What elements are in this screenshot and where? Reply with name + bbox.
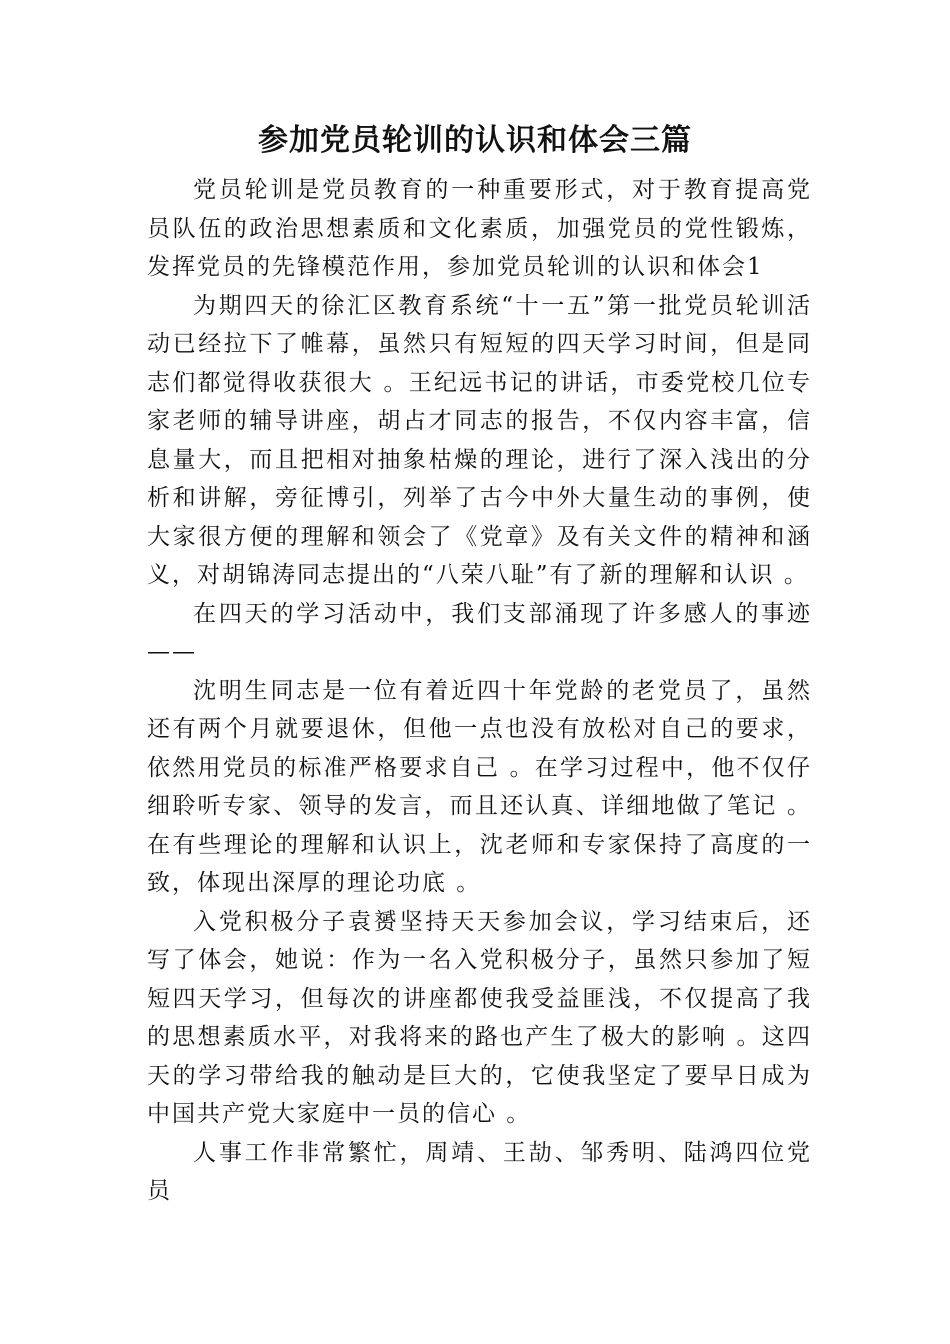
document-body	[147, 171, 812, 1211]
paragraph-shen-mingsheng: 沈明生同志是一位有着近四十年党龄的老党员了，虽然还有两个月就要退休，但他一点也没有放松对自己的要求，依然用党员的标准严格要求自己 。在学习过程中，他不仅仔细聆听专家、领导的发言，而且还认真、详细地做了笔记 。在有些理论的理解和认识上，沈老师和专家保持了高度的一致，体现出深厚的理论功底 。	[147, 677, 812, 896]
paragraph-yuan-yun: 入党积极分子袁赟坚持天天参加会议，学习结束后，还写了体会，她说：作为一名入党积极分子，虽然只参加了短短四天学习，但每次的讲座都使我受益匪浅，不仅提高了我的思想素质水平，对我将来的路也产生了极大的影响 。这四天的学习带给我的触动是巨大的，它使我坚定了要早日成为中国共产党大家庭中一员的信心 。	[147, 908, 812, 1127]
paragraph-intro: 党员轮训是党员教育的一种重要形式，对于教育提高党员队伍的政治思想素质和文化素质，加强党员的党性锻炼，发挥党员的先锋模范作用，参加党员轮训的认识和体会1	[147, 177, 812, 280]
paragraph-personnel-work: 人事工作非常繁忙，周靖、王劼、邹秀明、陆鸿四位党员	[147, 1139, 812, 1204]
document-title: 参加党员轮训的认识和体会三篇	[258, 123, 692, 158]
paragraph-training-summary: 为期四天的徐汇区教育系统“十一五”第一批党员轮训活动已经拉下了帷幕，虽然只有短短的四天学习时间，但是同志们都觉得收获很大 。王纪远书记的讲话，市委党校几位专家老师的辅导讲座，胡占才同志的报告，不仅内容丰富，信息量大，而且把相对抽象枯燥的理论，进行了深入浅出的分析和讲解，旁征博引，列举了古今中外大量生动的事例，使大家很方便的理解和领会了《党章》及有关文件的精神和涵义，对胡锦涛同志提出的“八荣八耻”有了新的理解和认识 。	[147, 292, 812, 588]
paragraph-touching-deeds: 在四天的学习活动中，我们支部涌现了许多感人的事迹——	[147, 600, 812, 665]
